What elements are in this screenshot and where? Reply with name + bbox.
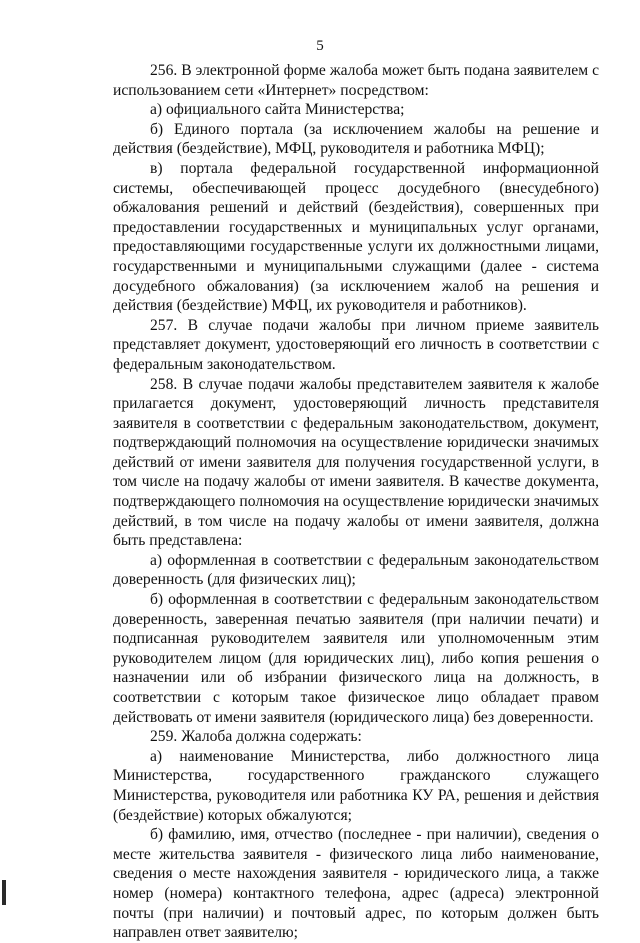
- paragraph-258: 258. В случае подачи жалобы представителем заявителя к жалобе прилагается документ, удостоверяющий личность представителя заявителя в соответствии с федеральным законодательством, документ, подтверждающий полномочия на осуществление юридически значимых действий от имени заявителя для получения государственной услуги, в том числе на подачу жалобы от имени заявителя. В качестве документа, подтверждающего полномочия на осуществление юридически значимых действий, в том числе на подачу жалобы от имени заявителя, должна быть представлена:: [113, 375, 599, 550]
- list-item-256-a: а) официального сайта Министерства;: [150, 101, 405, 119]
- page-number: 5: [316, 38, 324, 54]
- list-item-256-b: б) Единого портала (за исключением жалобы на решение и действия (бездействие), МФЦ, руководителя и работника МФЦ);: [113, 120, 599, 158]
- document-body: [113, 61, 599, 943]
- list-item-258-a: а) оформленная в соответствии с федеральным законодательством доверенность (для физических лиц);: [113, 551, 599, 589]
- scan-edge-mark: [2, 880, 6, 905]
- list-item-259-b: б) фамилию, имя, отчество (последнее - при наличии), сведения о месте жительства заявителя - физического лица либо наименование, сведения о месте нахождения заявителя - юридического лица, а также номер (номера) контактного телефона, адрес (адреса) электронной почты (при наличии) и почтовый адрес, по которым должен быть направлен ответ заявителю;: [113, 826, 599, 942]
- paragraph-256: 256. В электронной форме жалоба может быть подана заявителем с использованием сети «Интернет» посредством:: [113, 62, 599, 99]
- paragraph-257: 257. В случае подачи жалобы при личном приеме заявитель представляет документ, удостоверяющий его личность в соответствии с федеральным законодательством.: [113, 316, 599, 373]
- paragraph-259: 259. Жалоба должна содержать:: [150, 728, 362, 746]
- list-item-256-v: в) портала федеральной государственной информационной системы, обеспечивающей процесс досудебного (внесудебного) обжалования решений и действий (бездействия), совершенных при предоставлении государственных и муниципальных услуг органами, предоставляющими государственные услуги их должностными лицами, государственными и муниципальными служащими (далее - система досудебного обжалования) (за исключением жалоб на решения и действия (бездействие) МФЦ, их руководителя и работников).: [113, 159, 599, 315]
- list-item-259-a: а) наименование Министерства, либо должностного лица Министерства, государственного гражданского служащего Министерства, руководителя или работника КУ РА, решения и действия (бездействие) которых обжалуются;: [113, 747, 599, 824]
- list-item-258-b: б) оформленная в соответствии с федеральным законодательством доверенность, заверенная печатью заявителя (при наличии печати) и подписанная руководителем заявителя или уполномоченным этим руководителем лицом (для юридических лиц), либо копия решения о назначении или об избрании физического лица на должность, в соответствии с которым такое физическое лицо обладает правом действовать от имени заявителя (юридического лица) без доверенности.: [113, 591, 599, 726]
